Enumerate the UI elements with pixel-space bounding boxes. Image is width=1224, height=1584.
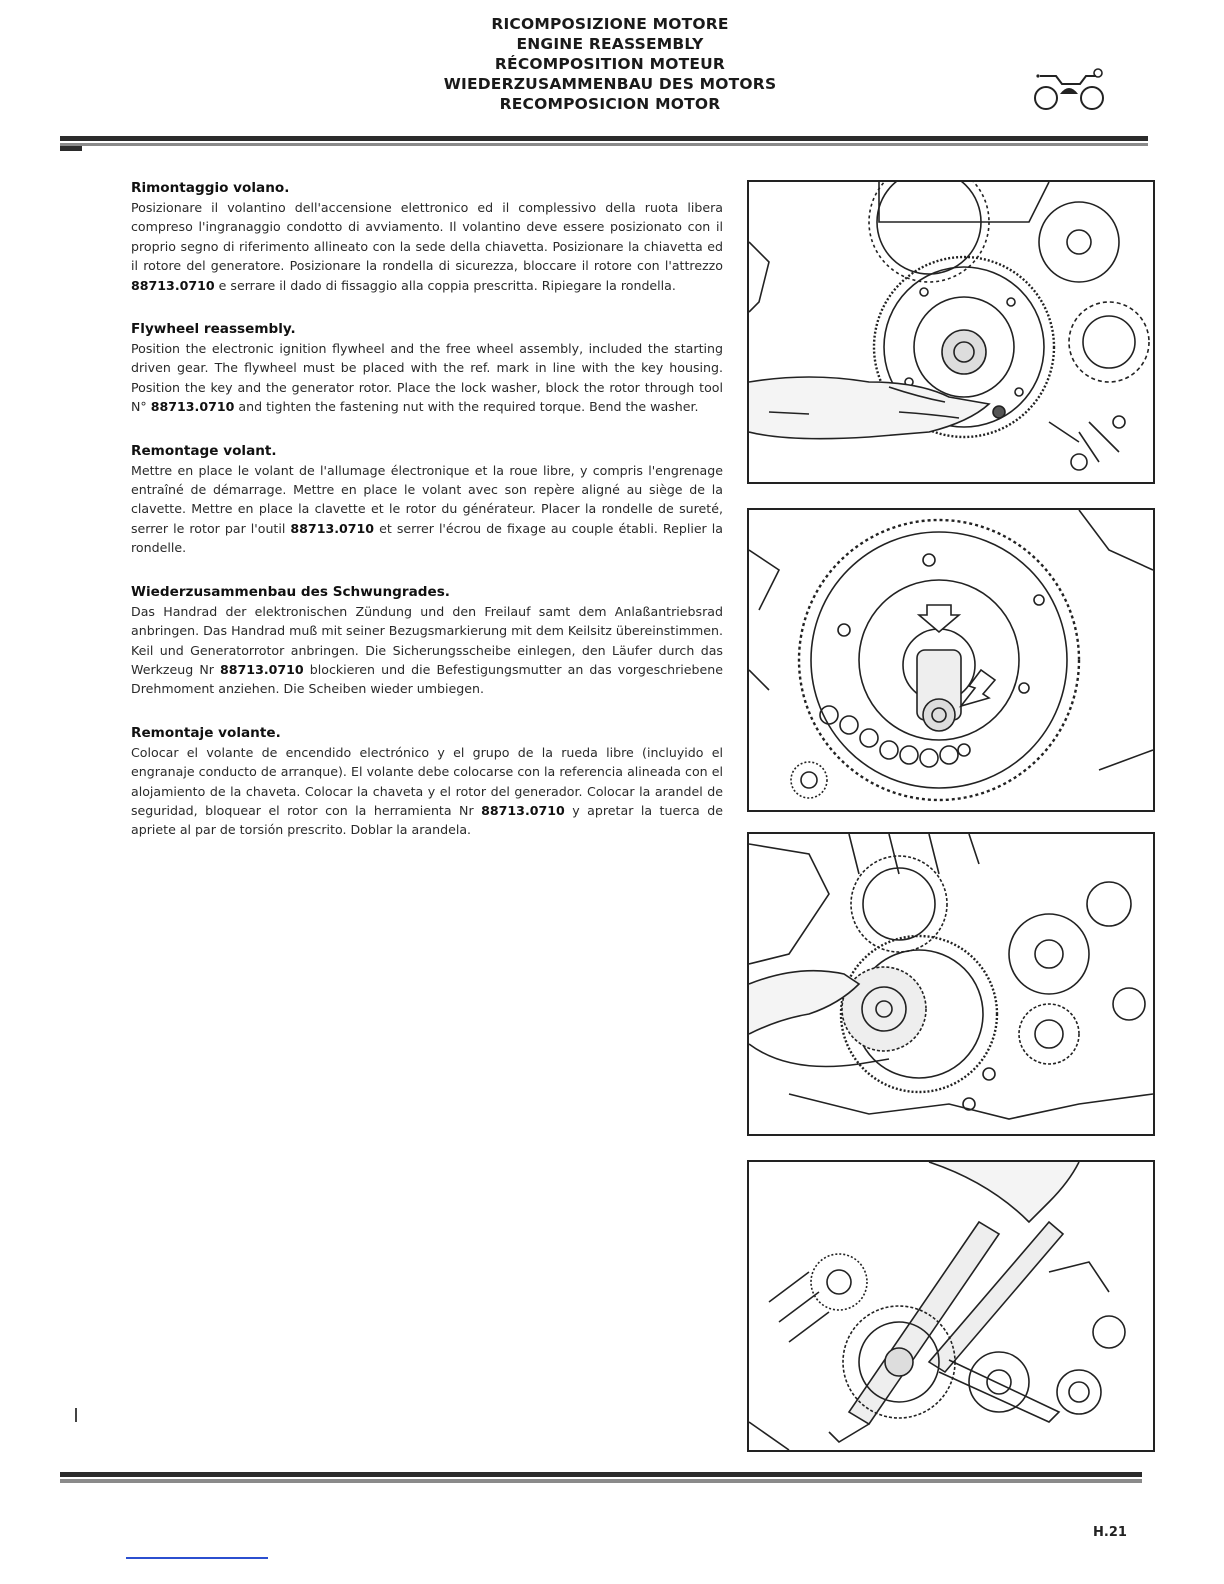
tool-code: 88713.0710	[290, 520, 375, 536]
header-title-es: RECOMPOSICION MOTOR	[499, 95, 721, 113]
figure-gear-assembly	[747, 832, 1155, 1136]
header-rule-dark	[60, 136, 1148, 141]
figure-tool-blocking-rotor	[747, 1160, 1155, 1452]
tool-code: 88713.0710	[481, 802, 565, 818]
margin-mark	[75, 1408, 77, 1422]
section-body: Posizionare il volantino dell'accensione elettronico ed il complessivo della ruota libera compreso l'ingranaggio condotto di avviamento. Il volantino deve essere posizionato con il proprio segno di riferimento allineato con la sede della chiavetta. Posizionare la chiavetta ed il rotore del generatore. Posizionare la rondella di sicurezza, bloccare il rotore con l'attrezzo 88713.0710 e serrare il dado di fissaggio alla coppia prescritta. Ripiegare la rondella.	[131, 200, 723, 293]
header-title-en: ENGINE REASSEMBLY	[516, 35, 704, 53]
header-title-fr: RÉCOMPOSITION MOTEUR	[494, 55, 726, 73]
section-english	[131, 319, 723, 417]
section-heading: Remontaje volante.	[131, 724, 281, 741]
section-german	[131, 582, 723, 699]
figure-flywheel-positioning	[747, 180, 1155, 484]
header-title-it: RICOMPOSIZIONE MOTORE	[491, 15, 729, 33]
tool-code: 88713.0710	[220, 661, 304, 677]
figure-flywheel-key-alignment	[747, 508, 1155, 812]
section-heading: Rimontaggio volano.	[131, 180, 290, 196]
page-number: H.21	[1093, 1525, 1127, 1540]
text-column	[131, 178, 723, 864]
section-french	[131, 441, 723, 558]
gear-assembly-illustration	[749, 834, 1153, 1134]
section-body: Das Handrad der elektronischen Zündung und den Freilauf samt dem Anlaßantriebsrad anbringen. Das Handrad muß mit seiner Bezugsmarkierung mit dem Keilsitz übereinstimmen. Keil und Generatorrotor anbringen. Die Sicherungsscheibe einlegen, den Läufer durch das Werkzeug Nr 88713.0710 blockieren und die Befestigungsmutter an das vorgeschriebene Drehmoment anziehen. Die Scheiben wieder umbiegen.	[131, 603, 723, 697]
section-italian	[131, 178, 723, 295]
motorcycle-icon	[1032, 64, 1106, 112]
footer-rule-dark	[60, 1472, 1142, 1477]
section-body: Colocar el volante de encendido electrónico y el grupo de la rueda libre (incluyido el engranaje conducto de arranque). El volante debe colocarse con la referencia alineada con el alojamiento de la chaveta. Colocar la chaveta y el rotor del generador. Colocar la arandel de seguridad, bloquear el rotor con la herramienta Nr 88713.0710 y apretar la tuerca de apriete al par de torsión prescrito. Doblar la arandela.	[131, 744, 723, 838]
tool-blocking-illustration	[749, 1162, 1153, 1450]
section-heading: Remontage volant.	[131, 442, 277, 459]
flywheel-positioning-illustration	[749, 182, 1153, 482]
header-rule-tab	[60, 146, 82, 151]
section-heading: Flywheel reassembly.	[131, 321, 296, 338]
section-body: Mettre en place le volant de l'allumage électronique et la roue libre, y compris l'engrenage entraîné de démarrage. Mettre en place le volant avec son repère aligné au siège de la clavette. Mettre en place la clavette et le rotor du générateur. Placer la rondelle de sureté, serrer le rotor par l'outil 88713.0710 et serrer l'écrou de fixage au couple établi. Replier la rondelle.	[131, 462, 723, 556]
page-header	[300, 14, 920, 114]
header-title-de: WIEDERZUSAMMENBAU DES MOTORS	[443, 75, 777, 93]
blue-underline-mark	[126, 1557, 268, 1559]
tool-code: 88713.0710	[150, 399, 235, 415]
section-body: Position the electronic ignition flywheel and the free wheel assembly, included the starting driven gear. The flywheel must be placed with the ref. mark in line with the key housing. Position the key and the generator rotor. Place the lock washer, block the rotor through tool N° 88713.0710 and tighten the fastening nut with the required torque. Bend the washer.	[131, 341, 723, 415]
header-rule-light	[60, 143, 1148, 146]
section-heading: Wiederzusammenbau des Schwungrades.	[131, 583, 450, 600]
section-spanish	[131, 723, 723, 840]
flywheel-key-illustration	[749, 510, 1153, 810]
footer-rule-light	[60, 1479, 1142, 1483]
tool-code: 88713.0710	[131, 277, 215, 293]
